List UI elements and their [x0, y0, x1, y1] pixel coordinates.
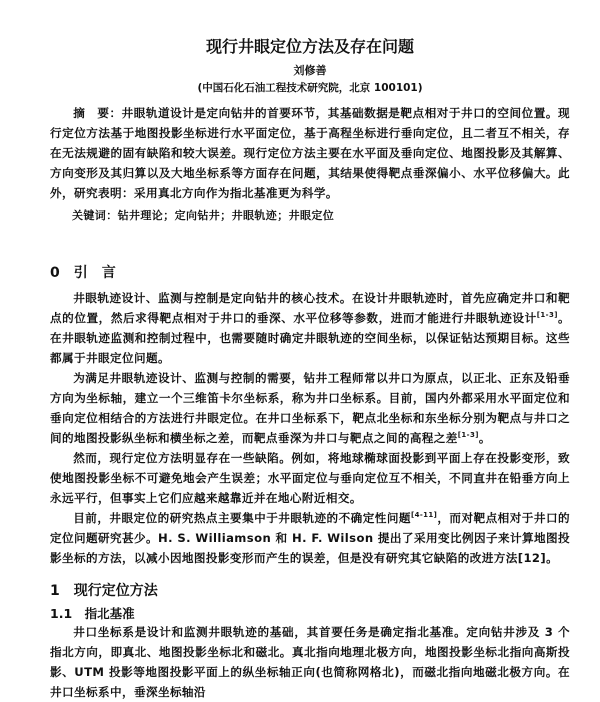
- citation: [4-11]: [410, 511, 438, 520]
- citation: [1-3]: [457, 431, 479, 440]
- paragraph: 为满足井眼轨迹设计、监测与控制的需要，钻井工程师常以井口为原点，以正北、正东及铅垂方向为坐标轴，建立一个三维笛卡尔坐标系，称为井口坐标系。目前，国内外都采用水平面定位和垂向定位相结合的方法进行井眼定位。在井口坐标系下，靶点北坐标和东坐标分别为靶点与井口之间的地图投影纵坐标和横坐标之差，而靶点垂深为井口与靶点之间的高程之差[1-3]。: [50, 371, 570, 445]
- keywords-text: 钻井理论；定向钻井；井眼轨迹；井眼定位: [117, 209, 335, 222]
- abstract: [50, 103, 570, 225]
- paragraph: 井口坐标系是设计和监测井眼轨迹的基础，其首要任务是确定指北基准。定向钻井涉及 3 个指北方向，即真北、地图投影坐标北和磁北。真北指向地理北极方向，地图投影坐标北指向高斯投影、UTM 投影等地图投影平面上的纵坐标轴正向(也简称网格北)，而磁北指向地磁北极方向。在井口坐标系中，垂深坐标轴沿: [50, 625, 570, 699]
- author: 刘修善: [293, 64, 327, 77]
- abstract-label: 摘 要：: [73, 106, 122, 120]
- paragraph: 然而，现行定位方法明显存在一些缺陷。例如，将地球椭球面投影到平面上存在投影变形，致使地图投影坐标不可避免地会产生误差；水平面定位与垂向定位互不相关，不同直井在铅垂方向上永远平行，但事实上它们应越来越靠近并在地心附近相交。: [50, 451, 570, 505]
- subsection-heading: 1.1 指北基准: [50, 606, 135, 621]
- paragraph: 井眼轨迹设计、监测与控制是定向钻井的核心技术。在设计井眼轨迹时，首先应确定井口和靶点的位置，然后求得靶点相对于井口的垂深、水平位移等参数，进而才能进行井眼轨迹设计[1-3]。在井眼轨迹监测和控制过程中，也需要随时确定井眼轨迹的空间坐标，以保证钻达预期目标。这些都属于井眼定位问题。: [50, 291, 570, 365]
- abstract-text: 井眼轨道设计是定向钻井的首要环节，其基础数据是靶点相对于井口的空间位置。现行定位方法基于地图投影坐标进行水平面定位，基于高程坐标进行垂向定位，且二者互不相关，存在无法规避的固有缺陷和较大误差。现行定位方法主要在水平面及垂向定位、地图投影及其解算、方向变形及其归算以及大地坐标系等方面存在问题，其结果使得靶点垂深偏小、水平位移偏大。此外，研究表明：采用真北方向作为指北基准更为科学。: [50, 106, 570, 200]
- keywords-label: 关键词：: [72, 209, 118, 222]
- section-heading: 1 现行定位方法: [50, 583, 158, 599]
- section-introduction: [50, 262, 570, 568]
- citation: [1-3]: [536, 311, 558, 320]
- section-current-methods: [50, 580, 570, 702]
- affiliation: (中国石化石油工程技术研究院，北京 100101): [197, 82, 423, 94]
- section-heading: 0 引 言: [50, 265, 116, 281]
- paper-title: 现行井眼定位方法及存在问题: [205, 37, 414, 56]
- paragraph: 目前，井眼定位的研究热点主要集中于井眼轨迹的不确定性问题[4-11]，而对靶点相对于井口的定位问题研究甚少。H. S. Williamson 和 H. F. Wilson 提出了采用变比例因子来计算地图投影坐标的方法，以减小因地图投影变形而产生的误差，但是没有研究其它缺陷的改进方法[12]。: [50, 511, 570, 565]
